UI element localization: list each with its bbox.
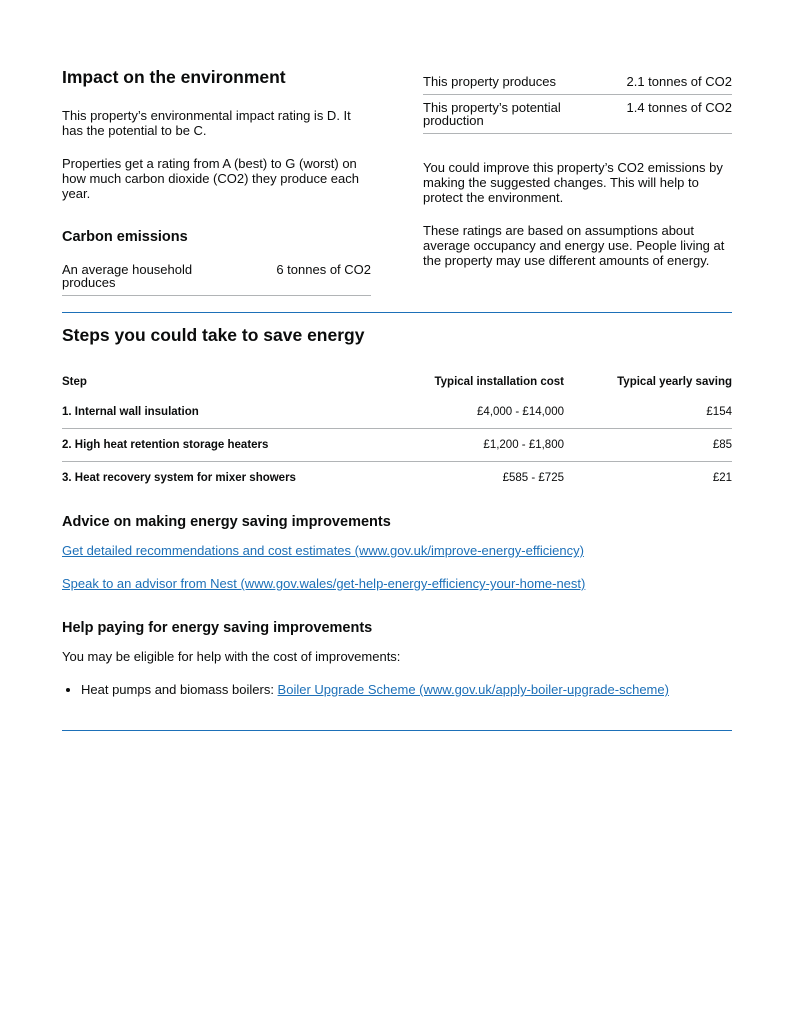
help-list	[62, 682, 732, 698]
boiler-upgrade-scheme-link[interactable]: Boiler Upgrade Scheme (www.gov.uk/apply-boiler-upgrade-scheme)	[277, 682, 669, 697]
help-paying-title: Help paying for energy saving improvements	[62, 620, 373, 636]
environment-left-column	[62, 66, 371, 296]
table-row	[62, 429, 732, 462]
improve-emissions-text: You could improve this property’s CO2 emissions by making the suggested changes. This will help to protect the environment.	[423, 160, 723, 205]
step-name: 3. Heat recovery system for mixer showers	[62, 472, 296, 484]
cost-column-header: Typical installation cost	[434, 376, 564, 388]
steps-table	[62, 368, 732, 494]
step-name: 1. Internal wall insulation	[62, 396, 402, 429]
steps-header-row	[62, 368, 732, 396]
environment-rating-text: This property’s environmental impact rating is D. It has the potential to be C.	[62, 108, 351, 138]
property-produces-row	[423, 75, 732, 95]
section-divider	[62, 312, 732, 313]
nest-advisor-link[interactable]: Speak to an advisor from Nest (www.gov.wales/get-help-energy-efficiency-your-home-nest)	[62, 576, 586, 591]
improve-energy-efficiency-link[interactable]: Get detailed recommendations and cost estimates (www.gov.uk/improve-energy-efficiency)	[62, 543, 584, 558]
environment-right-column	[423, 66, 732, 268]
environment-explanation: Properties get a rating from A (best) to G (worst) on how much carbon dioxide (CO2) they produce each year.	[62, 156, 359, 201]
property-produces-label: This property produces	[423, 74, 556, 89]
average-household-label: An average household produces	[62, 262, 193, 290]
step-cost: £1,200 - £1,800	[402, 429, 564, 462]
bullet-label: Heat pumps and biomass boilers:	[81, 682, 278, 697]
property-produces-value: 2.1 tonnes of CO2	[626, 74, 732, 89]
environment-section	[62, 66, 732, 306]
bottom-divider	[62, 730, 732, 731]
step-cost: £4,000 - £14,000	[402, 396, 564, 429]
help-intro-text: You may be eligible for help with the cost of improvements:	[62, 649, 401, 664]
table-row	[62, 396, 732, 429]
step-cost: £585 - £725	[502, 472, 564, 484]
saving-column-header: Typical yearly saving	[617, 376, 732, 388]
potential-production-label: This property’s potential production	[423, 100, 561, 128]
step-saving: £154	[564, 396, 732, 429]
average-household-row	[62, 263, 371, 296]
step-saving: £21	[712, 472, 732, 484]
average-household-value: 6 tonnes of CO2	[276, 262, 371, 277]
step-name: 2. High heat retention storage heaters	[62, 429, 402, 462]
carbon-emissions-title: Carbon emissions	[62, 229, 188, 245]
potential-production-row	[423, 101, 732, 134]
ratings-assumptions-text: These ratings are based on assumptions about average occupancy and energy use. People living at the property may use different amounts of energy.	[423, 223, 725, 268]
step-column-header: Step	[62, 376, 87, 388]
steps-title: Steps you could take to save energy	[62, 325, 365, 345]
table-row	[62, 462, 732, 495]
potential-production-value: 1.4 tonnes of CO2	[626, 100, 732, 115]
list-item	[81, 682, 732, 698]
advice-title: Advice on making energy saving improvements	[62, 514, 391, 530]
environment-title: Impact on the environment	[62, 67, 286, 87]
step-saving: £85	[564, 429, 732, 462]
